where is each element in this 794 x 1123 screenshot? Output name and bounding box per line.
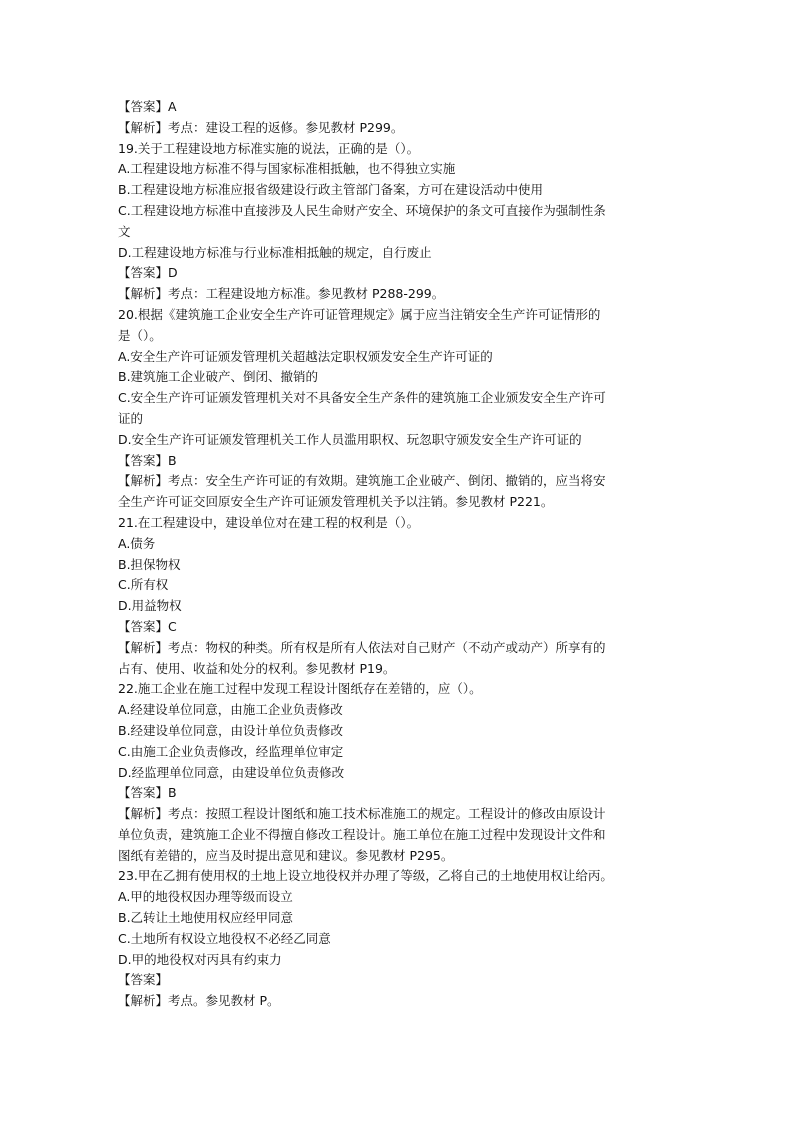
option-c: C.土地所有权设立地役权不必经乙同意 bbox=[118, 930, 331, 946]
analysis-text-continued: 图纸有差错的，应当及时提出意见和建议。参见教材 P295。 bbox=[118, 847, 454, 863]
question-19: 19.关于工程建设地方标准实施的说法，正确的是（）。 bbox=[118, 140, 420, 156]
option-b: B.乙转让土地使用权应经甲同意 bbox=[118, 910, 294, 926]
analysis-text: 【解析】考点：安全生产许可证的有效期。建筑施工企业破产、倒闭、撤销的，应当将安 bbox=[118, 473, 606, 489]
option-a: A.安全生产许可证颁发管理机关超越法定职权颁发安全生产许可证的 bbox=[118, 348, 493, 364]
option-d: D.安全生产许可证颁发管理机关工作人员滥用职权、玩忽职守颁发安全生产许可证的 bbox=[118, 431, 582, 447]
option-a: A.工程建设地方标准不得与国家标准相抵触，也不得独立实施 bbox=[118, 161, 456, 177]
option-d: D.甲的地役权对丙具有约束力 bbox=[118, 951, 282, 967]
analysis-text: 【解析】考点：物权的种类。所有权是所有人依法对自己财产（不动产或动产）所享有的 bbox=[118, 639, 606, 655]
document-body bbox=[118, 97, 678, 1012]
analysis-text-continued: 全生产许可证交回原安全生产许可证颁发管理机关予以注销。参见教材 P221。 bbox=[118, 494, 554, 510]
question-22: 22.施工企业在施工过程中发现工程设计图纸存在差错的，应（）。 bbox=[118, 681, 482, 697]
option-b: B.担保物权 bbox=[118, 556, 181, 572]
answer-label: 【答案】A bbox=[118, 99, 177, 114]
answer-label: 【答案】B bbox=[118, 785, 177, 801]
option-a: A.经建设单位同意，由施工企业负责修改 bbox=[118, 702, 343, 718]
option-c: C.安全生产许可证颁发管理机关对不具备安全生产条件的建筑施工企业颁发安全生产许可 bbox=[118, 390, 606, 406]
option-a: A.债务 bbox=[118, 535, 156, 551]
analysis-text: 【解析】考点：按照工程设计图纸和施工技术标准施工的规定。工程设计的修改由原设计 bbox=[118, 806, 606, 822]
option-a: A.甲的地役权因办理等级而设立 bbox=[118, 889, 293, 905]
answer-label: 【答案】D bbox=[118, 265, 178, 281]
question-21: 21.在工程建设中，建设单位对在建工程的权利是（）。 bbox=[118, 514, 420, 530]
analysis-text: 【解析】考点：建设工程的返修。参见教材 P299。 bbox=[118, 119, 404, 135]
analysis-text: 【解析】考点。参见教材 P。 bbox=[118, 993, 280, 1009]
option-c: C.所有权 bbox=[118, 577, 169, 593]
option-b: B.建筑施工企业破产、倒闭、撤销的 bbox=[118, 369, 319, 385]
option-c: C.工程建设地方标准中直接涉及人民生命财产安全、环境保护的条文可直接作为强制性条 bbox=[118, 202, 606, 218]
option-c-continued: 文 bbox=[118, 223, 131, 239]
answer-label: 【答案】 bbox=[118, 972, 169, 988]
option-b: B.经建设单位同意，由设计单位负责修改 bbox=[118, 722, 344, 738]
answer-label: 【答案】B bbox=[118, 452, 177, 468]
option-d: D.用益物权 bbox=[118, 598, 182, 614]
option-b: B.工程建设地方标准应报省级建设行政主管部门备案，方可在建设活动中使用 bbox=[118, 182, 544, 198]
question-20: 20.根据《建筑施工企业安全生产许可证管理规定》属于应当注销安全生产许可证情形的 bbox=[118, 306, 601, 322]
option-c: C.由施工企业负责修改，经监理单位审定 bbox=[118, 743, 344, 759]
option-d: D.工程建设地方标准与行业标准相抵触的规定，自行废止 bbox=[118, 244, 432, 260]
analysis-text-continued: 单位负责，建筑施工企业不得擅自修改工程设计。施工单位在施工过程中发现设计文件和 bbox=[118, 826, 606, 842]
option-d: D.经监理单位同意，由建设单位负责修改 bbox=[118, 764, 345, 780]
question-23: 23.甲在乙拥有使用权的土地上设立地役权并办理了等级，乙将自己的土地使用权让给丙。 bbox=[118, 868, 613, 884]
question-20-continued: 是（）。 bbox=[118, 327, 162, 343]
option-c-continued: 证的 bbox=[118, 410, 144, 426]
analysis-text: 【解析】考点：工程建设地方标准。参见教材 P288-299。 bbox=[118, 286, 445, 302]
answer-label: 【答案】C bbox=[118, 618, 177, 634]
analysis-text-continued: 占有、使用、收益和处分的权利。参见教材 P19。 bbox=[118, 660, 396, 676]
